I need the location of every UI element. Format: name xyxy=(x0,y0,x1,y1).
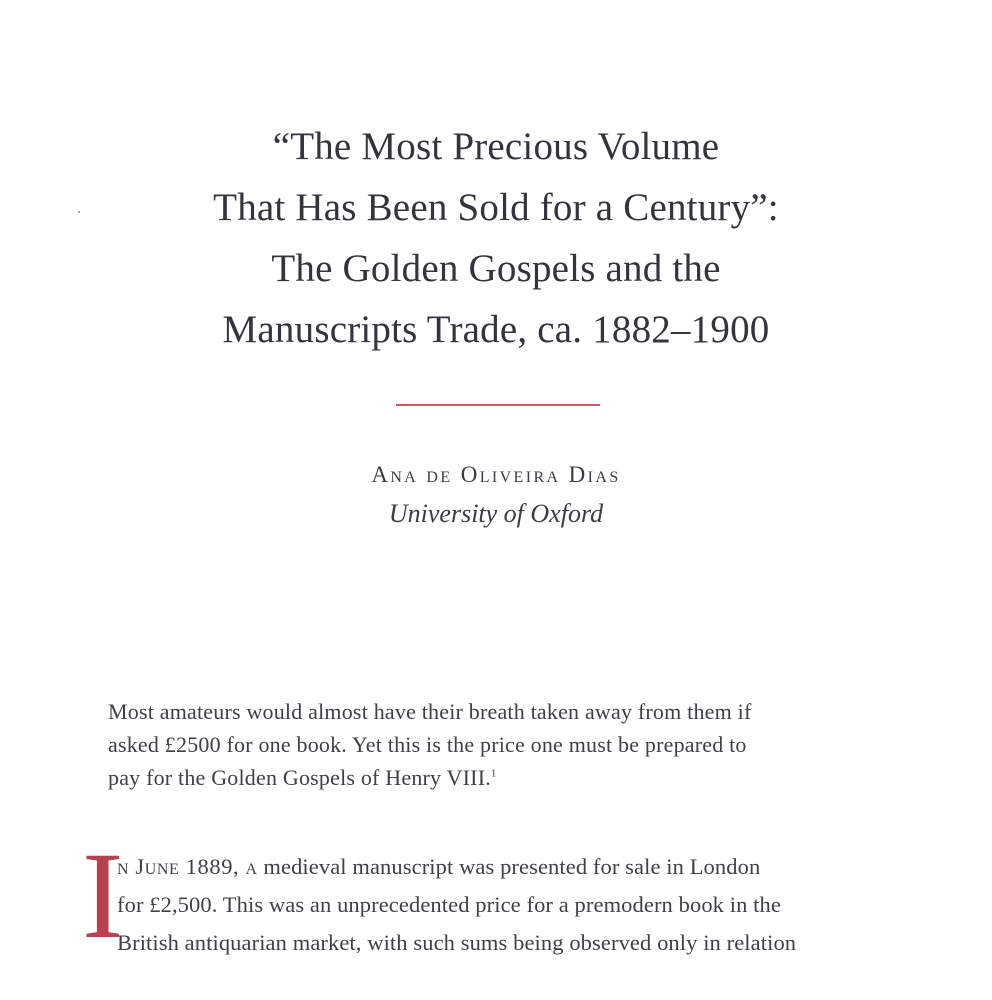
body-line-3: British antiquarian market, with such sums being observed only in relation xyxy=(117,930,797,955)
title-divider xyxy=(396,404,600,406)
footnote-reference[interactable]: 1 xyxy=(490,767,497,780)
body-lead-smallcaps: n June 1889, a xyxy=(117,854,258,879)
epigraph-line-2: asked £2500 for one book. Yet this is the price one must be prepared to xyxy=(108,732,747,757)
epigraph xyxy=(108,695,868,794)
author-affiliation: University of Oxford xyxy=(388,499,604,528)
title-line-3: The Golden Gospels and the xyxy=(271,247,721,290)
body-paragraph xyxy=(117,848,917,962)
body-line-2: for £2,500. This was an unprecedented price for a premodern book in the xyxy=(117,892,781,917)
title-line-2: That Has Been Sold for a Century”: xyxy=(213,186,779,229)
epigraph-line-3-text: pay for the Golden Gospels of Henry VIII. xyxy=(108,765,491,790)
title-line-1: “The Most Precious Volume xyxy=(272,125,720,168)
body-line-1 xyxy=(117,848,917,886)
author-name: Ana de Oliveira Dias xyxy=(371,462,621,487)
article-title xyxy=(0,116,992,360)
epigraph-line-1: Most amateurs would almost have their breath taken away from them if xyxy=(108,699,752,724)
title-line-4: Manuscripts Trade, ca. 1882–1900 xyxy=(222,308,770,351)
body-line-1-rest: medieval manuscript was presented for sale in London xyxy=(257,854,761,879)
epigraph-line-3 xyxy=(108,761,868,794)
drop-cap: I xyxy=(82,827,124,964)
